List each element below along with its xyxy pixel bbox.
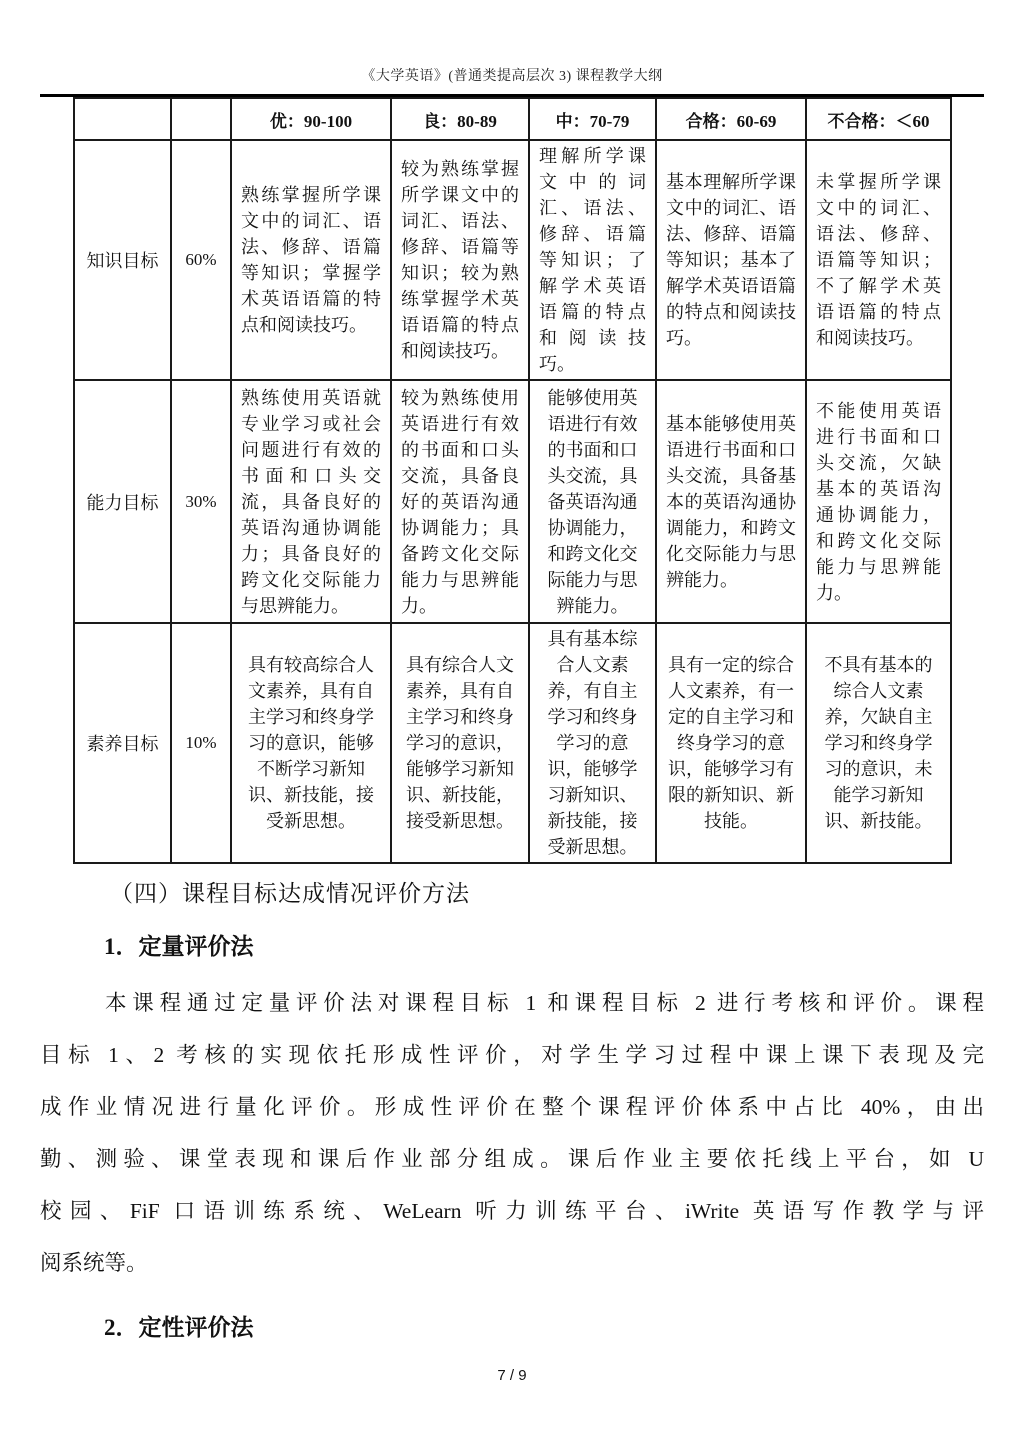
page-number: 7 / 9 xyxy=(497,1367,527,1384)
paragraph-line: 目标 1、2 考核的实现依托形成性评价，对学生学习过程中课上课下表现及完 xyxy=(40,1043,984,1067)
row-label: 知识目标 xyxy=(74,140,171,380)
table-cell: 理解所学课文中的词汇、语法、修辞、语篇等知识；了解学术英语语篇的特点和阅读技巧。 xyxy=(529,140,656,380)
table-cell: 不具有基本的综合人文素养，欠缺自主学习和终身学习的意识，未能学习新知识、新技能。 xyxy=(806,623,951,863)
paragraph-line: 成作业情况进行量化评价。形成性评价在整个课程评价体系中占比 40%，由出 xyxy=(40,1095,984,1119)
row-label: 能力目标 xyxy=(74,380,171,623)
quantitative-paragraph xyxy=(40,977,984,1289)
paragraph-line: 本课程通过定量评价法对课程目标 1 和课程目标 2 进行考核和评价。课程 xyxy=(105,991,984,1015)
table-cell: 基本理解所学课文中的词汇、语法、修辞、语篇等知识；基本了解学术英语语篇的特点和阅读技巧。 xyxy=(656,140,806,380)
row-label: 素养目标 xyxy=(74,623,171,863)
table-header-row xyxy=(74,98,951,140)
table-cell: 具有较高综合人文素养，具有自主学习和终身学习的意识，能够不断学习新知识、新技能，接受新思想。 xyxy=(231,623,391,863)
paragraph-line: 校园、FiF 口语训练系统、WeLearn 听力训练平台、iWrite 英语写作教学与评 xyxy=(40,1199,984,1223)
col-header-empty-1 xyxy=(74,98,171,140)
paragraph-line: 勤、测验、课堂表现和课后作业部分组成。课后作业主要依托线上平台，如 U xyxy=(40,1147,984,1171)
document-header-title: 《大学英语》(普通类提高层次 3) 课程教学大纲 xyxy=(361,69,663,84)
table-cell: 熟练掌握所学课文中的词汇、语法、修辞、语篇等知识；掌握学术英语语篇的特点和阅读技巧。 xyxy=(231,140,391,380)
table-row-literacy-objective xyxy=(74,623,951,863)
col-header-excellent: 优：90-100 xyxy=(231,98,391,140)
row-weight: 60% xyxy=(171,140,231,380)
table-cell: 具有综合人文素养，具有自主学习和终身学习的意识，能够学习新知识、新技能，接受新思想。 xyxy=(391,623,529,863)
table-cell: 较为熟练掌握所学课文中的词汇、语法、修辞、语篇等知识；较为熟练掌握学术英语语篇的特点和阅读技巧。 xyxy=(391,140,529,380)
paragraph-line: 阅系统等。 xyxy=(40,1251,148,1275)
col-header-empty-2 xyxy=(171,98,231,140)
table-cell: 较为熟练使用英语进行有效的书面和口头交流，具备良好的英语沟通协调能力；具备跨文化交际能力与思辨能力。 xyxy=(391,380,529,623)
col-header-fail: 不合格：＜60 xyxy=(806,98,951,140)
col-header-good: 良：80-89 xyxy=(391,98,529,140)
table-cell: 能够使用英语进行有效的书面和口头交流，具备英语沟通协调能力，和跨文化交际能力与思辨能力。 xyxy=(529,380,656,623)
row-weight: 10% xyxy=(171,623,231,863)
table-cell: 具有一定的综合人文素养，有一定的自主学习和终身学习的意识，能够学习有限的新知识、新技能。 xyxy=(656,623,806,863)
col-header-pass: 合格：60-69 xyxy=(656,98,806,140)
row-weight: 30% xyxy=(171,380,231,623)
table-cell: 基本能够使用英语进行书面和口头交流，具备基本的英语沟通协调能力，和跨文化交际能力与思辨能力。 xyxy=(656,380,806,623)
grading-rubric-table xyxy=(73,97,952,864)
subsection-heading-quantitative: 1．定量评价法 xyxy=(104,934,254,959)
table-cell: 熟练使用英语就专业学习或社会问题进行有效的书面和口头交流，具备良好的英语沟通协调能力；具备良好的跨文化交际能力与思辨能力。 xyxy=(231,380,391,623)
table-row-knowledge-objective xyxy=(74,140,951,380)
subsection-heading-qualitative: 2．定性评价法 xyxy=(104,1315,254,1340)
col-header-medium: 中：70-79 xyxy=(529,98,656,140)
table-cell: 未掌握所学课文中的词汇、语法、修辞、语篇等知识；不了解学术英语语篇的特点和阅读技巧。 xyxy=(806,140,951,380)
table-cell: 不能使用英语进行书面和口头交流，欠缺基本的英语沟通协调能力，和跨文化交际能力与思辨能力。 xyxy=(806,380,951,623)
table-cell: 具有基本综合人文素养，有自主学习和终身学习的意识，能够学习新知识、新技能，接受新思想。 xyxy=(529,623,656,863)
table-row-ability-objective xyxy=(74,380,951,623)
section-heading-4: （四）课程目标达成情况评价方法 xyxy=(110,881,470,906)
